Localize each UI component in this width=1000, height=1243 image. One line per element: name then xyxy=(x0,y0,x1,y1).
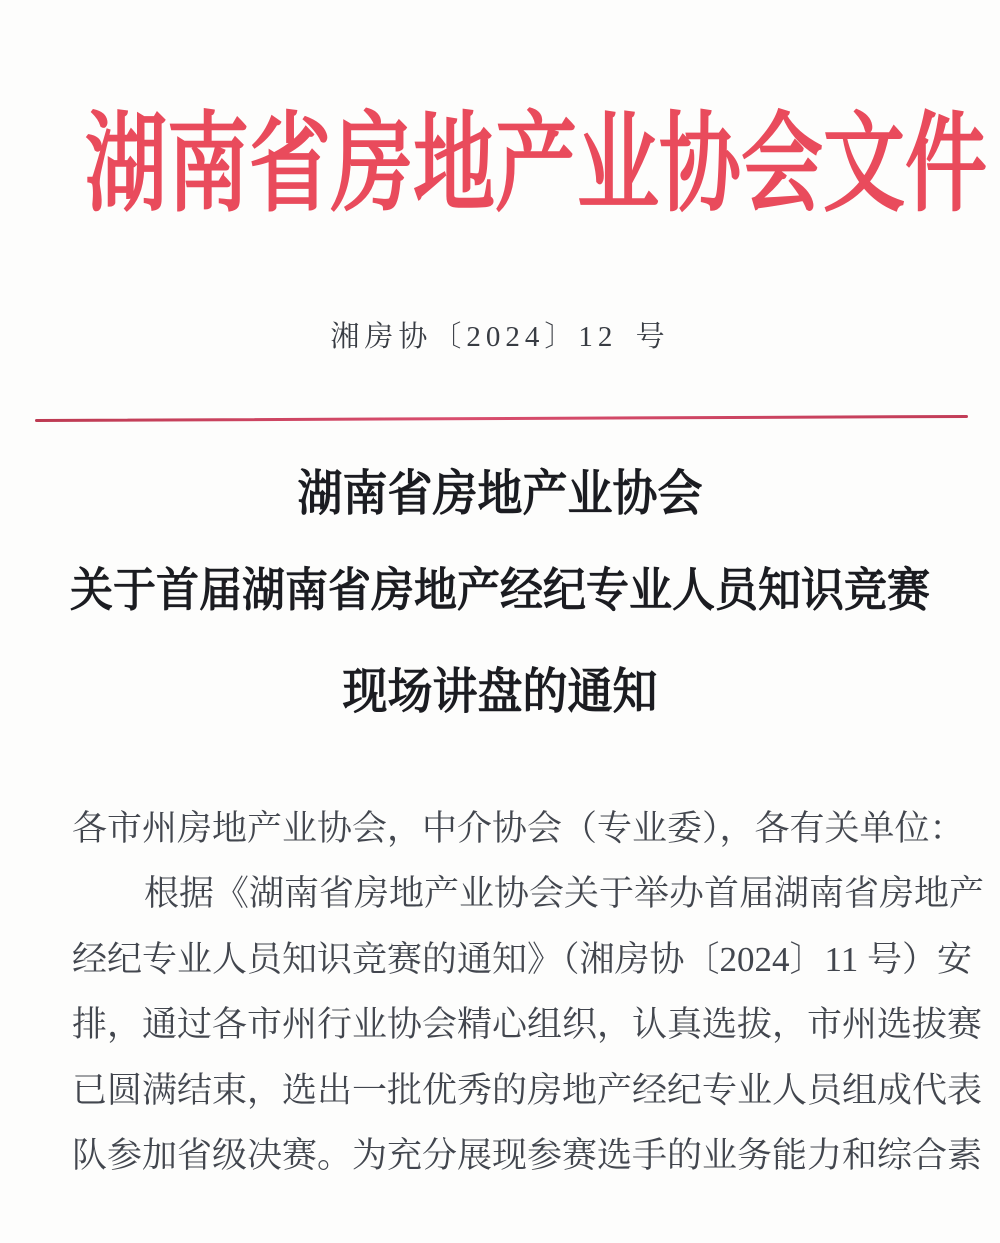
document-number: 湘房协〔2024〕12 号 xyxy=(330,321,670,353)
body-line: 经纪专业人员知识竞赛的通知》（湘房协〔2024〕11 号）安 xyxy=(72,939,972,979)
body-line: 排，通过各市州行业协会精心组织，认真选拔，市州选拔赛 xyxy=(72,1005,983,1045)
document-title-line-2: 关于首届湖南省房地产经纪专业人员知识竞赛 xyxy=(70,565,930,617)
body-line: 队参加省级决赛。为充分展现参赛选手的业务能力和综合素 xyxy=(72,1135,983,1175)
red-divider-line xyxy=(35,415,968,422)
masthead-title: 湖南省房地产业协会文件 xyxy=(85,104,988,225)
body-line: 已圆满结束，选出一批优秀的房地产经纪专业人员组成代表 xyxy=(72,1070,983,1110)
document-title-line-1: 湖南省房地产业协会 xyxy=(297,466,703,521)
body-text xyxy=(72,796,985,1188)
document-title-line-3: 现场讲盘的通知 xyxy=(342,664,658,719)
body-line: 根据《湖南省房地产业协会关于举办首届湖南省房地产 xyxy=(144,874,985,914)
salutation-line: 各市州房地产业协会，中介协会（专业委），各有关单位： xyxy=(72,809,965,848)
